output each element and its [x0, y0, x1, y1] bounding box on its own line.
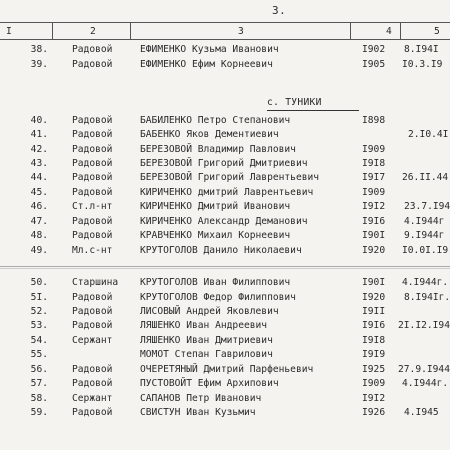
- row-name: КРАВЧЕНКО Михаил Корнеевич: [140, 230, 291, 241]
- row-date: 4.I944г.: [402, 277, 449, 288]
- row-year: I90I: [362, 230, 386, 241]
- row-number: 54.: [30, 335, 48, 346]
- row-name: САПАНОВ Петр Иванович: [140, 393, 262, 404]
- row-date: 9.I944г: [404, 230, 445, 241]
- row-name: КИРИЧЕНКО дмитрий Лаврентьевич: [140, 187, 314, 198]
- row-number: 46.: [30, 201, 48, 212]
- row-date: 8.I94Iг.: [404, 292, 450, 303]
- row-rank: Радовой: [72, 129, 113, 140]
- row-name: ЛИСОВЫЙ Андрей Яковлевич: [140, 306, 279, 317]
- row-rank: Радовой: [72, 59, 113, 70]
- row-date: I0.0I.I9: [402, 245, 449, 256]
- row-name: БЕРЕЗОВОЙ Григорий Дмитриевич: [140, 158, 308, 169]
- row-name: БЕРЕЗОВОЙ Владимир Павлович: [140, 144, 296, 155]
- row-rank: Радовой: [72, 306, 113, 317]
- row-number: 45.: [30, 187, 48, 198]
- row-number: 53.: [30, 320, 48, 331]
- row-name: ЕФИМЕНКО Кузьма Иванович: [140, 44, 279, 55]
- row-rank: Радовой: [72, 378, 113, 389]
- column-header-3: 3: [238, 26, 244, 37]
- row-name: ЛЯШЕНКО Иван Дмитриевич: [140, 335, 273, 346]
- column-header-2: 2: [90, 26, 96, 37]
- row-year: I920: [362, 292, 386, 303]
- row-number: 50.: [30, 277, 48, 288]
- row-number: 47.: [30, 216, 48, 227]
- row-date: 26.II.44: [402, 172, 449, 183]
- row-year: I9I7: [362, 172, 386, 183]
- row-rank: Сержант: [72, 335, 113, 346]
- row-number: 49.: [30, 245, 48, 256]
- row-year: I9II: [362, 306, 386, 317]
- header-bottom-rule: [0, 39, 450, 40]
- row-year: I926: [362, 407, 386, 418]
- row-name: ОЧЕРЕТЯНЫЙ Дмитрий Парфеньевич: [140, 364, 314, 375]
- row-year: I9I9: [362, 349, 386, 360]
- row-name: ЛЯШЕНКО Иван Андреевич: [140, 320, 268, 331]
- column-divider: [350, 22, 351, 40]
- row-year: I9I8: [362, 335, 386, 346]
- row-year: I9I6: [362, 320, 386, 331]
- row-rank: Радовой: [72, 292, 113, 303]
- row-date: 27.9.I944: [398, 364, 450, 375]
- row-name: МОМОТ Степан Гаврилович: [140, 349, 273, 360]
- row-rank: Радовой: [72, 144, 113, 155]
- row-name: СВИСТУН Иван Кузьмич: [140, 407, 256, 418]
- column-header-1: I: [6, 26, 12, 37]
- row-rank: Радовой: [72, 230, 113, 241]
- row-rank: Старшина: [72, 277, 119, 288]
- row-year: I9I2: [362, 393, 386, 404]
- row-year: I898: [362, 115, 386, 126]
- row-date: 23.7.I94: [404, 201, 450, 212]
- row-number: 58.: [30, 393, 48, 404]
- row-year: I90I: [362, 277, 386, 288]
- row-name: КРУТОГОЛОВ Федор Филиппович: [140, 292, 296, 303]
- row-rank: Радовой: [72, 115, 113, 126]
- row-year: I905: [362, 59, 386, 70]
- row-number: 40.: [30, 115, 48, 126]
- row-number: 41.: [30, 129, 48, 140]
- row-year: I9I2: [362, 201, 386, 212]
- row-rank: Мл.с-нт: [72, 245, 113, 256]
- row-number: 55.: [30, 349, 48, 360]
- column-header-4: 4: [386, 26, 392, 37]
- row-name: БАБИЛЕНКО Петро Степанович: [140, 115, 291, 126]
- column-divider: [130, 22, 131, 40]
- row-number: 39.: [30, 59, 48, 70]
- row-number: 5I.: [30, 292, 48, 303]
- row-year: I909: [362, 144, 386, 155]
- row-name: КИРИЧЕНКО Дмитрий Иванович: [140, 201, 291, 212]
- row-rank: Радовой: [72, 172, 113, 183]
- row-year: I9I8: [362, 158, 386, 169]
- row-date: I0.3.I9: [402, 59, 443, 70]
- row-name: ЕФИМЕНКО Ефим Корнеевич: [140, 59, 273, 70]
- row-number: 56.: [30, 364, 48, 375]
- section-title-underline: [267, 110, 359, 111]
- row-date: 2I.I2.I94: [398, 320, 450, 331]
- row-rank: Радовой: [72, 187, 113, 198]
- row-number: 42.: [30, 144, 48, 155]
- row-date: 4.I945: [404, 407, 439, 418]
- row-name: КИРИЧЕНКО Александр Деманович: [140, 216, 308, 227]
- row-year: I902: [362, 44, 386, 55]
- row-name: КРУТОГОЛОВ Иван Филиппович: [140, 277, 291, 288]
- row-name: КРУТОГОЛОВ Данило Николаевич: [140, 245, 302, 256]
- row-name: БАБЕНКО Яков Дементиевич: [140, 129, 279, 140]
- row-rank: Радовой: [72, 216, 113, 227]
- row-number: 59.: [30, 407, 48, 418]
- row-number: 38.: [30, 44, 48, 55]
- row-date: 4.I944г.: [402, 378, 449, 389]
- row-date: 4.I944г: [404, 216, 445, 227]
- row-rank: Радовой: [72, 407, 113, 418]
- group-separator: [0, 268, 450, 269]
- row-number: 43.: [30, 158, 48, 169]
- row-rank: Сержант: [72, 393, 113, 404]
- column-divider: [52, 22, 53, 40]
- row-rank: Радовой: [72, 158, 113, 169]
- row-rank: Ст.л-нт: [72, 201, 113, 212]
- row-year: I920: [362, 245, 386, 256]
- row-number: 44.: [30, 172, 48, 183]
- row-year: I925: [362, 364, 386, 375]
- column-header-5: 5: [434, 26, 440, 37]
- row-number: 57.: [30, 378, 48, 389]
- group-separator: [0, 266, 450, 267]
- row-number: 48.: [30, 230, 48, 241]
- row-year: I909: [362, 378, 386, 389]
- column-divider: [400, 22, 401, 40]
- header-top-rule: [0, 22, 450, 23]
- page-number: 3.: [272, 4, 287, 17]
- row-date: 8.I94I: [404, 44, 439, 55]
- row-year: I9I6: [362, 216, 386, 227]
- row-rank: Радовой: [72, 364, 113, 375]
- row-date: 2.I0.4I: [408, 129, 449, 140]
- row-name: ПУСТОВОЙТ Ефим Архипович: [140, 378, 279, 389]
- row-rank: Радовой: [72, 44, 113, 55]
- row-name: БЕРЕЗОВОЙ Григорий Лаврентьевич: [140, 172, 320, 183]
- section-title: с. ТУНИКИ: [267, 97, 322, 108]
- row-number: 52.: [30, 306, 48, 317]
- row-year: I909: [362, 187, 386, 198]
- row-rank: Радовой: [72, 320, 113, 331]
